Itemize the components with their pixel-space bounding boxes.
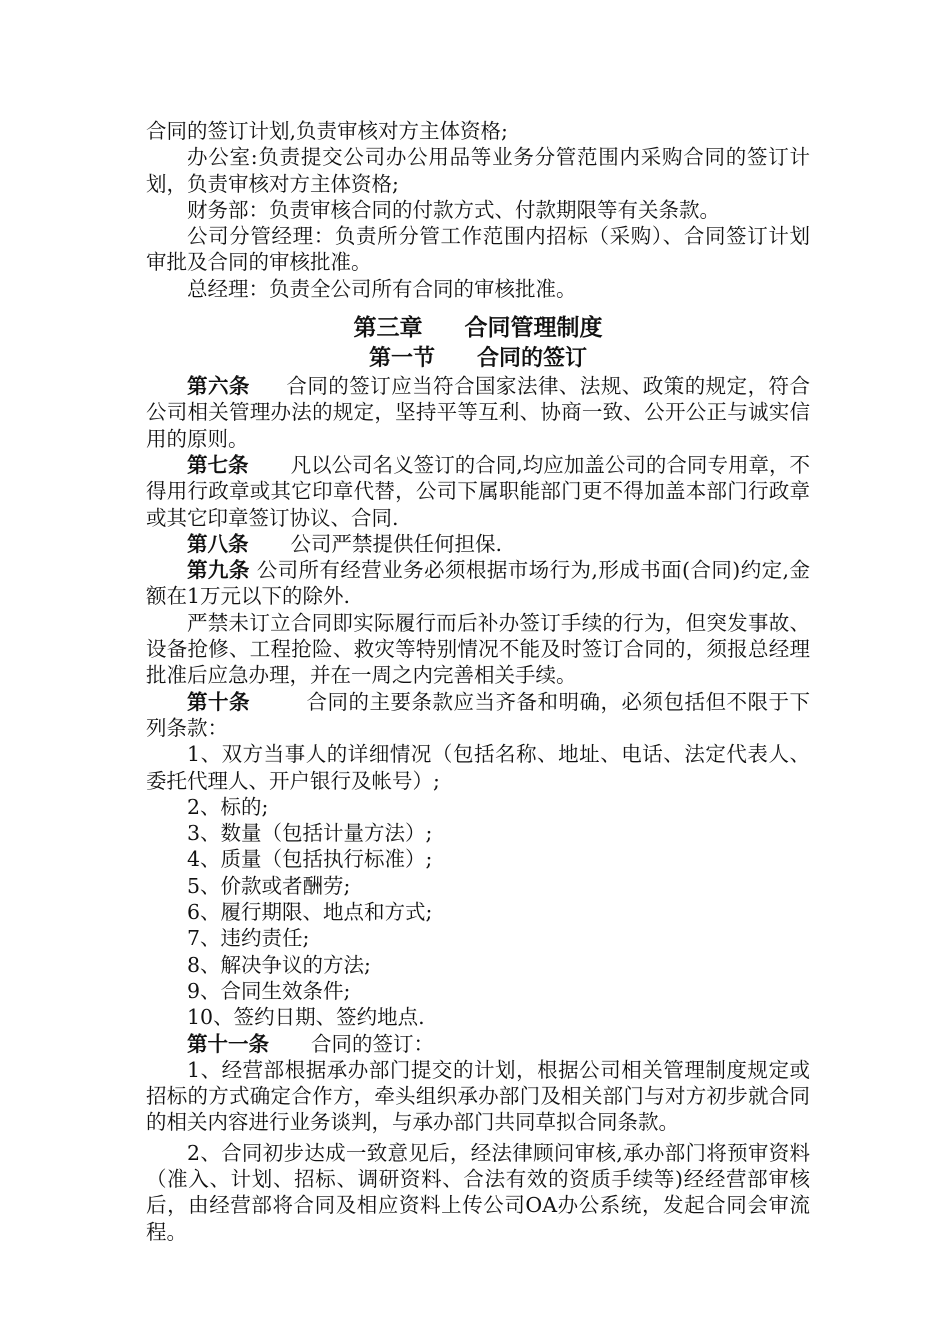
article-10-label: 第十条 — [187, 689, 250, 714]
article-9-text: 公司所有经营业务必须根据市场行为,形成书面(合同)约定,金额在1万元以下的除外. — [146, 558, 810, 609]
article-10-item-5: 5、价款或者酬劳; — [187, 873, 351, 898]
article-10-item-4: 4、质量（包括执行标准）; — [187, 847, 433, 872]
article-11-item-2: 2、合同初步达成一致意见后，经法律顾问审核,承办部门将预审资料（准入、计划、招标、调研资料、合法有效的资质手续等)经经营部审核后，由经营部将合同及相应资料上传公司OA办公系统，发起合同会审流程。 — [146, 1140, 810, 1244]
article-8 — [146, 531, 810, 557]
article-10 — [146, 689, 810, 742]
section-number: 第一节 — [368, 346, 435, 372]
document-page — [146, 118, 810, 1245]
article-10-item-3: 3、数量（包括计量方法）; — [187, 821, 433, 846]
intro-paragraph-1: 办公室:负责提交公司办公用品等业务分管范围内采购合同的签订计划，负责审核对方主体资格; — [146, 145, 810, 196]
article-7 — [146, 452, 810, 531]
intro-paragraph-0: 合同的签订计划,负责审核对方主体资格; — [146, 119, 508, 143]
article-9-label: 第九条 — [187, 558, 250, 583]
chapter-title: 合同管理制度 — [464, 315, 603, 342]
article-11-text: 合同的签订： — [311, 1031, 434, 1056]
section-heading — [146, 345, 810, 373]
article-7-text: 凡以公司名义签订的合同,均应加盖公司的合同专用章，不得用行政章或其它印章代替，公司下属职能部门更不得加盖本部门行政章或其它印章签订协议、合同. — [146, 452, 811, 530]
article-10-item-7: 7、违约责任; — [187, 926, 310, 951]
chapter-heading — [146, 313, 810, 343]
article-10-item-2: 2、标的; — [187, 794, 269, 819]
article-8-label: 第八条 — [187, 531, 249, 556]
article-11-label: 第十一条 — [187, 1031, 269, 1056]
intro-paragraph-4: 总经理：负责全公司所有合同的审核批准。 — [187, 276, 577, 301]
article-10-item-6: 6、履行期限、地点和方式; — [187, 900, 433, 925]
article-10-item-1: 1、双方当事人的详细情况（包括名称、地址、电话、法定代表人、委托代理人、开户银行及帐号）; — [146, 742, 810, 793]
article-8-text: 公司严禁提供任何担保. — [290, 531, 503, 556]
article-10-text: 合同的主要条款应当齐备和明确，必须包括但不限于下列条款： — [146, 689, 810, 740]
chapter-number: 第三章 — [353, 315, 423, 342]
article-11-item-1: 1、经营部根据承办部门提交的计划，根据公司相关管理制度规定或招标的方式确定合作方，牵头组织承办部门及相关部门与对方初步就合同的相关内容进行业务谈判，与承办部门共同草拟合同条款。 — [146, 1057, 810, 1135]
intro-paragraph-3: 公司分管经理：负责所分管工作范围内招标（采购）、合同签订计划审批及合同的审核批准。 — [146, 224, 810, 275]
article-6 — [146, 373, 810, 452]
article-9 — [146, 557, 810, 610]
intro-paragraph-2: 财务部：负责审核合同的付款方式、付款期限等有关条款。 — [187, 197, 720, 222]
article-10-item-8: 8、解决争议的方法; — [187, 952, 371, 977]
article-6-text: 合同的签订应当符合国家法律、法规、政策的规定，符合公司相关管理办法的规定，坚持平等互利、协商一致、公开公正与诚实信用的原则。 — [146, 374, 811, 451]
article-6-label: 第六条 — [187, 374, 250, 399]
section-title: 合同的签订 — [477, 346, 588, 372]
article-11 — [146, 1031, 810, 1057]
article-9-extra: 严禁未订立合同即实际履行而后补办签订手续的行为，但突发事故、设备抢修、工程抢险、救灾等特别情况不能及时签订合同的，须报总经理批准后应急办理，并在一周之内完善相关手续。 — [146, 610, 810, 688]
article-10-item-9: 9、合同生效条件; — [187, 978, 351, 1003]
article-7-label: 第七条 — [187, 452, 249, 477]
article-10-item-10: 10、签约日期、签约地点. — [187, 1005, 425, 1030]
